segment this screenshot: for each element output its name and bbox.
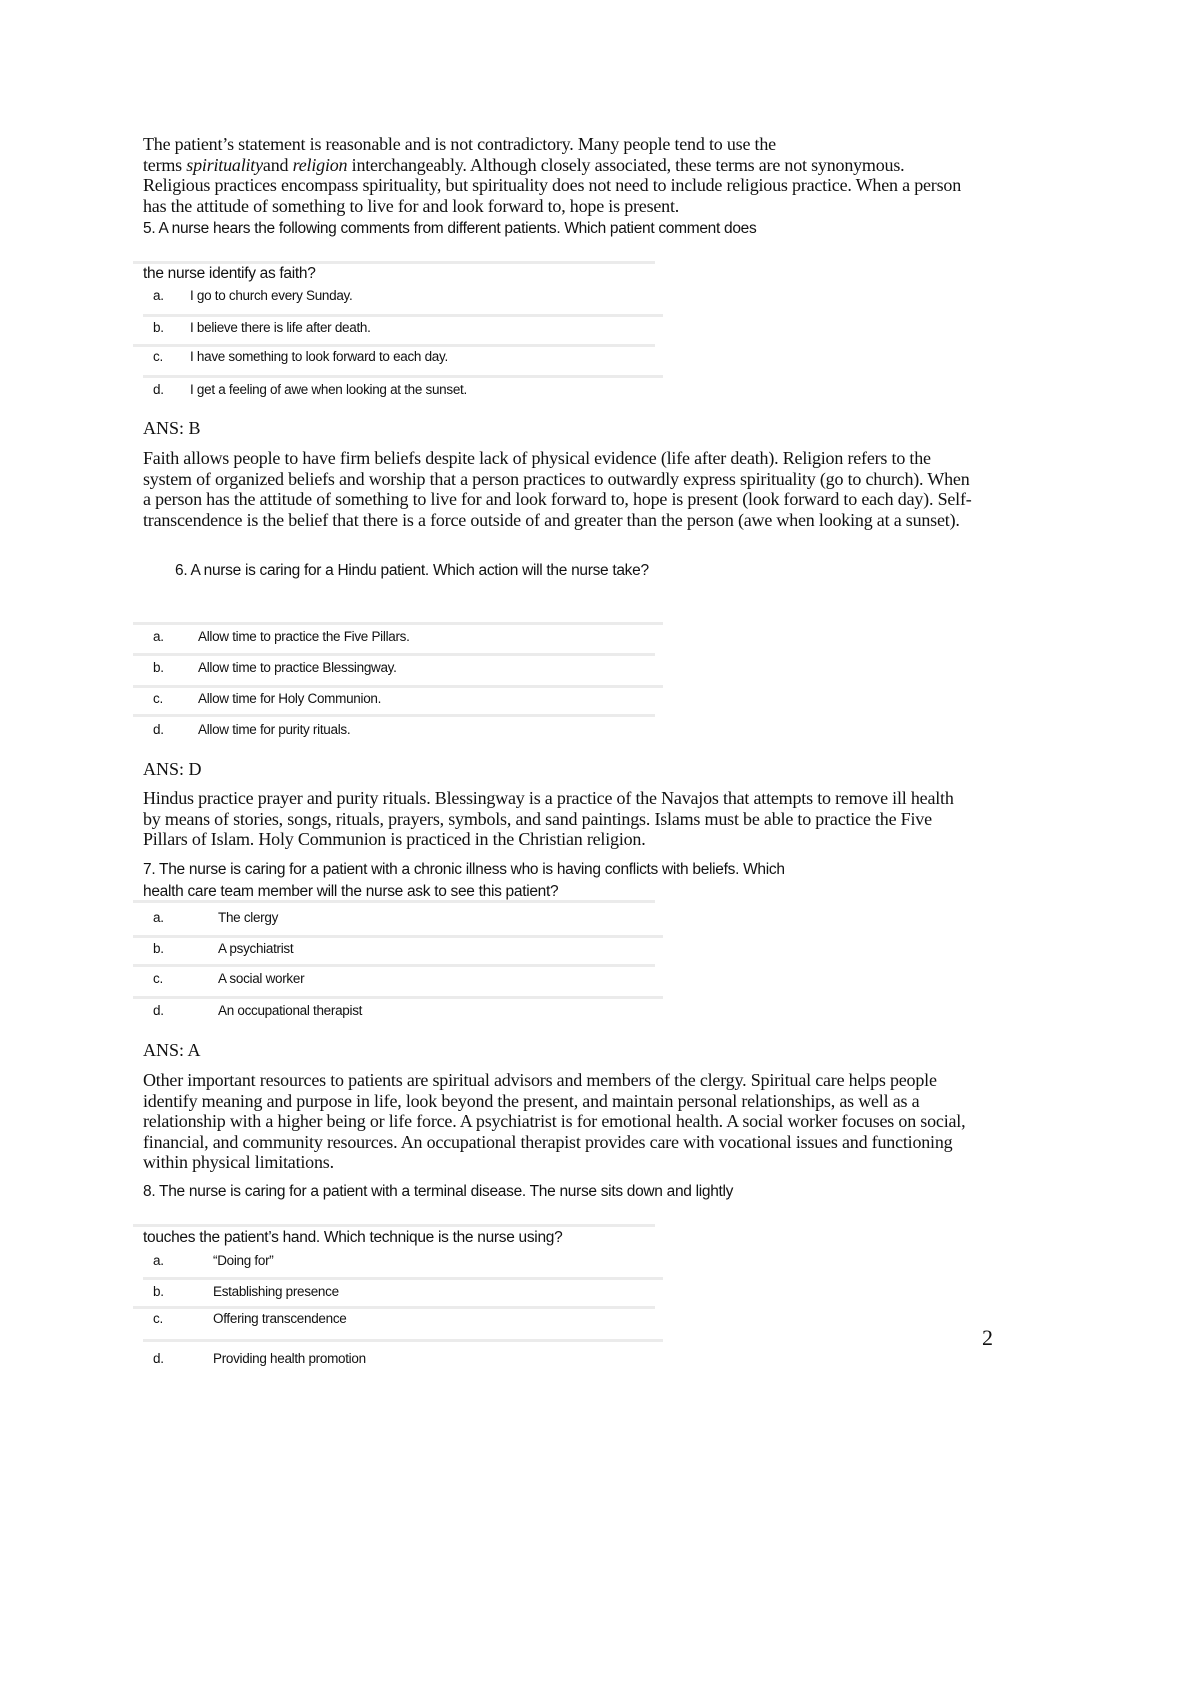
q5-option-a: I go to church every Sunday. [190, 288, 353, 303]
divider [133, 344, 655, 347]
divider [143, 375, 663, 378]
q7-option-b: A psychiatrist [218, 941, 294, 956]
q6-option-d: Allow time for purity rituals. [198, 722, 351, 737]
divider [133, 622, 663, 625]
q8-option-b: Establishing presence [213, 1284, 339, 1299]
divider [143, 314, 663, 317]
intro-text: interchangeably. Although closely associated, these terms are not synonymous. Religious practices encompass spirituality, but spirituality does not need to include religious practice. When a person has the attitude of something to live for and look forward to, hope is present. [143, 154, 961, 216]
intro-text: and [262, 154, 293, 175]
q5-option-b: I believe there is life after death. [190, 320, 371, 335]
page-number: 2 [982, 1325, 993, 1350]
q5-option-d-letter: d. [153, 382, 164, 397]
q8-option-b-letter: b. [153, 1284, 164, 1299]
q7-option-d-letter: d. [153, 1003, 164, 1018]
q7-option-b-letter: b. [153, 941, 164, 956]
q7-option-a-letter: a. [153, 910, 164, 925]
divider [133, 900, 655, 903]
q5-answer: ANS: B [143, 418, 201, 438]
q5-rationale: Faith allows people to have firm beliefs despite lack of physical evidence (life after death). Religion refers to the system of organized beliefs and worship that a person practices to outwardly express spirituality (go to church). When a person has the attitude of something to live for and look forward to, hope is present (look forward to each day). Self-transcendence is the belief that there is a force outside of and greater than the person (awe when looking at a sunset). [143, 448, 972, 530]
divider [133, 1224, 655, 1227]
q8-stem-line1: 8. The nurse is caring for a patient with a terminal disease. The nurse sits down and lightly [143, 1183, 734, 1200]
divider [133, 935, 663, 938]
divider [133, 964, 655, 967]
q6-stem: 6. A nurse is caring for a Hindu patient. Which action will the nurse take? [175, 562, 649, 579]
q7-option-d: An occupational therapist [218, 1003, 363, 1018]
divider [133, 996, 663, 999]
q6-option-a-letter: a. [153, 629, 164, 644]
intro-line: The patient’s statement is reasonable and is not contradictory. Many people tend to use the [143, 134, 776, 154]
q6-rationale: Hindus practice prayer and purity rituals. Blessingway is a practice of the Navajos that attempts to remove ill health by means of stories, songs, rituals, prayers, symbols, and sand paintings. Islams must be able to practice the Five Pillars of Islam. Holy Communion is practiced in the Christian religion. [143, 788, 954, 849]
q7-option-c: A social worker [218, 971, 305, 986]
q8-option-a-letter: a. [153, 1253, 164, 1268]
q5-option-c: I have something to look forward to each day. [190, 349, 448, 364]
q5-stem-line1: 5. A nurse hears the following comments from different patients. Which patient comment does [143, 220, 757, 237]
q6-option-c-letter: c. [153, 691, 163, 706]
divider [133, 1306, 655, 1309]
divider [133, 653, 655, 656]
q7-option-c-letter: c. [153, 971, 163, 986]
q6-option-d-letter: d. [153, 722, 164, 737]
q8-option-c-letter: c. [153, 1311, 163, 1326]
q6-answer: ANS: D [143, 759, 202, 779]
divider [143, 1339, 663, 1342]
term-spirituality: spirituality [186, 154, 263, 175]
q5-stem-line2: the nurse identify as faith? [143, 265, 316, 282]
q7-answer: ANS: A [143, 1040, 201, 1060]
q6-option-a: Allow time to practice the Five Pillars. [198, 629, 410, 644]
q6-option-b: Allow time to practice Blessingway. [198, 660, 397, 675]
q8-option-d: Providing health promotion [213, 1351, 366, 1366]
q5-option-a-letter: a. [153, 288, 164, 303]
divider [133, 714, 655, 717]
q6-option-b-letter: b. [153, 660, 164, 675]
term-religion: religion [292, 154, 348, 175]
q7-rationale: Other important resources to patients are spiritual advisors and members of the clergy. Spiritual care helps people identify meaning and purpose in life, look beyond the present, and maintain personal relationships, as well as a relationship with a higher being or life force. A psychiatrist is for emotional health. A social worker focuses on social, financial, and community resources. An occupational therapist provides care with vocational issues and functioning within physical limitations. [143, 1070, 966, 1172]
q5-option-b-letter: b. [153, 320, 164, 335]
intro-paragraph [143, 134, 973, 216]
q7-stem-line1: 7. The nurse is caring for a patient with a chronic illness who is having conflicts with beliefs. Which [143, 861, 785, 878]
q6-option-c: Allow time for Holy Communion. [198, 691, 382, 706]
q5-option-d: I get a feeling of awe when looking at the sunset. [190, 382, 467, 397]
q7-stem-line2: health care team member will the nurse ask to see this patient? [143, 883, 559, 900]
divider [143, 1277, 663, 1280]
q8-option-c: Offering transcendence [213, 1311, 347, 1326]
q8-option-a: “Doing for” [213, 1253, 274, 1268]
q7-option-a: The clergy [218, 910, 279, 925]
intro-text: terms [143, 154, 187, 175]
q5-option-c-letter: c. [153, 349, 163, 364]
q8-stem-line2: touches the patient’s hand. Which technique is the nurse using? [143, 1229, 563, 1246]
q8-option-d-letter: d. [153, 1351, 164, 1366]
divider [133, 685, 663, 688]
